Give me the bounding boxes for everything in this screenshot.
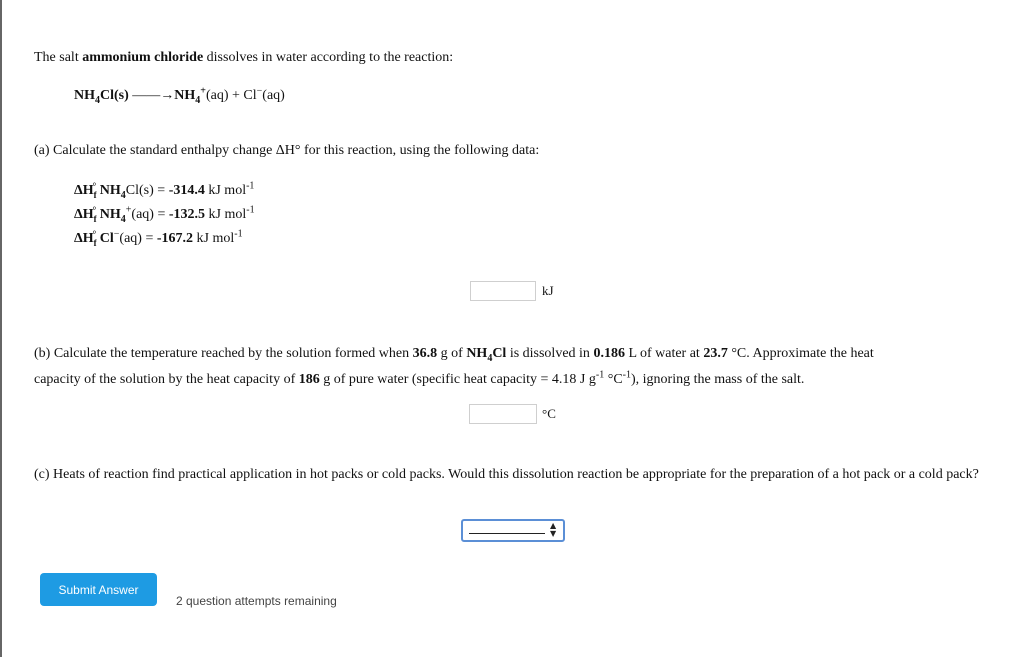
reactant-rest: Cl(s) bbox=[100, 88, 129, 103]
part-b-text: L of water at bbox=[624, 346, 704, 361]
reactant-subscript: 4 bbox=[95, 94, 100, 106]
enthalpy-value: -314.4 bbox=[168, 183, 205, 198]
unit-exponent: -1 bbox=[234, 228, 243, 240]
select-arrows-icon: ▲ ▼ bbox=[550, 521, 557, 538]
intro-suffix: dissolves in water according to the reaction: bbox=[203, 50, 454, 65]
part-b-text: g of bbox=[437, 346, 467, 361]
standard-degree: ° bbox=[92, 205, 97, 215]
part-b-text: ), ignoring the mass of the salt. bbox=[631, 372, 805, 387]
reaction-arrow: ——→ bbox=[132, 88, 175, 103]
part-b-text: °C bbox=[604, 372, 623, 387]
standard-degree: ° bbox=[92, 181, 97, 191]
species-subscript: 4 bbox=[120, 213, 126, 225]
part-b-unit: °C bbox=[542, 406, 556, 421]
reaction-equation bbox=[74, 85, 285, 106]
standard-degree: ° bbox=[92, 229, 97, 239]
unit-exponent: -1 bbox=[246, 180, 255, 192]
product-ammonium-charge: + bbox=[200, 85, 206, 97]
select-blank-line bbox=[469, 533, 545, 534]
product-chloride-state: (aq) bbox=[262, 88, 285, 103]
delta-h-symbol: ΔH bbox=[74, 183, 94, 198]
delta-h-symbol: ΔH bbox=[74, 231, 94, 246]
enthalpy-value: -167.2 bbox=[156, 231, 194, 246]
water-mass-value: 186 bbox=[298, 372, 320, 387]
formation-subscript: f bbox=[93, 190, 97, 200]
salt-subscript: 4 bbox=[487, 352, 493, 364]
water-volume-value: 0.186 bbox=[593, 346, 625, 361]
species: NH bbox=[99, 183, 121, 198]
part-b-text: capacity of the solution by the heat capacity of bbox=[34, 372, 299, 387]
species: Cl bbox=[99, 231, 114, 246]
initial-temp-value: 23.7 bbox=[703, 346, 728, 361]
species-state: Cl(s) = bbox=[125, 183, 169, 198]
part-b-text: is dissolved in bbox=[506, 346, 594, 361]
species-charge: + bbox=[125, 204, 132, 216]
formation-subscript: f bbox=[93, 238, 97, 248]
enthalpy-row bbox=[74, 179, 255, 203]
unit-exponent: -1 bbox=[622, 369, 631, 381]
enthalpy-row bbox=[74, 227, 255, 251]
unit-exponent: -1 bbox=[595, 369, 605, 381]
formation-subscript: f bbox=[93, 214, 97, 224]
enthalpy-row bbox=[74, 203, 255, 227]
enthalpy-unit: kJ mol bbox=[204, 183, 247, 198]
product-chloride-charge: − bbox=[256, 85, 263, 97]
page-left-border bbox=[0, 0, 2, 657]
enthalpy-value: -132.5 bbox=[168, 207, 206, 222]
part-a-data-list bbox=[74, 179, 255, 251]
attempts-remaining: 2 question attempts remaining bbox=[176, 594, 337, 608]
part-a-prompt: (a) Calculate the standard enthalpy change ΔH° for this reaction, using the following data: bbox=[34, 143, 540, 158]
species-state: (aq) = bbox=[119, 231, 157, 246]
product-ammonium-subscript: 4 bbox=[195, 94, 201, 106]
salt-formula: NH bbox=[466, 346, 488, 361]
species-state: (aq) = bbox=[131, 207, 169, 222]
part-a-answer-input[interactable] bbox=[470, 281, 536, 301]
part-b-prompt bbox=[34, 341, 994, 393]
product-ammonium: NH bbox=[174, 88, 196, 103]
delta-h-symbol: ΔH bbox=[74, 207, 94, 222]
unit-exponent: -1 bbox=[246, 204, 255, 216]
hot-cold-pack-select[interactable] bbox=[461, 519, 565, 542]
species-charge: − bbox=[113, 228, 120, 240]
enthalpy-unit: kJ mol bbox=[193, 231, 235, 246]
part-b-text: °C. Approximate the heat bbox=[727, 346, 874, 361]
intro-prefix: The salt bbox=[34, 50, 83, 65]
product-rest: (aq) + Cl bbox=[205, 88, 257, 103]
salt-formula-rest: Cl bbox=[492, 346, 507, 361]
part-b-text: g of pure water (specific heat capacity = 4.18 J g bbox=[319, 372, 596, 387]
part-a-unit: kJ bbox=[542, 283, 554, 298]
part-b-answer-input[interactable] bbox=[469, 404, 537, 424]
intro-compound: ammonium chloride bbox=[82, 50, 204, 65]
enthalpy-unit: kJ mol bbox=[205, 207, 247, 222]
submit-answer-button[interactable]: Submit Answer bbox=[40, 573, 157, 606]
reactant: NH bbox=[74, 88, 95, 103]
part-c-prompt: (c) Heats of reaction find practical application in hot packs or cold packs. Would this dissolution reaction be appropriate for the preparation of a hot pack or a cold pack? bbox=[34, 467, 979, 482]
species-subscript: 4 bbox=[120, 189, 126, 201]
part-b-text: (b) Calculate the temperature reached by the solution formed when bbox=[34, 346, 413, 361]
species: NH bbox=[99, 207, 121, 222]
intro-text bbox=[34, 50, 453, 66]
salt-mass-value: 36.8 bbox=[412, 346, 438, 361]
